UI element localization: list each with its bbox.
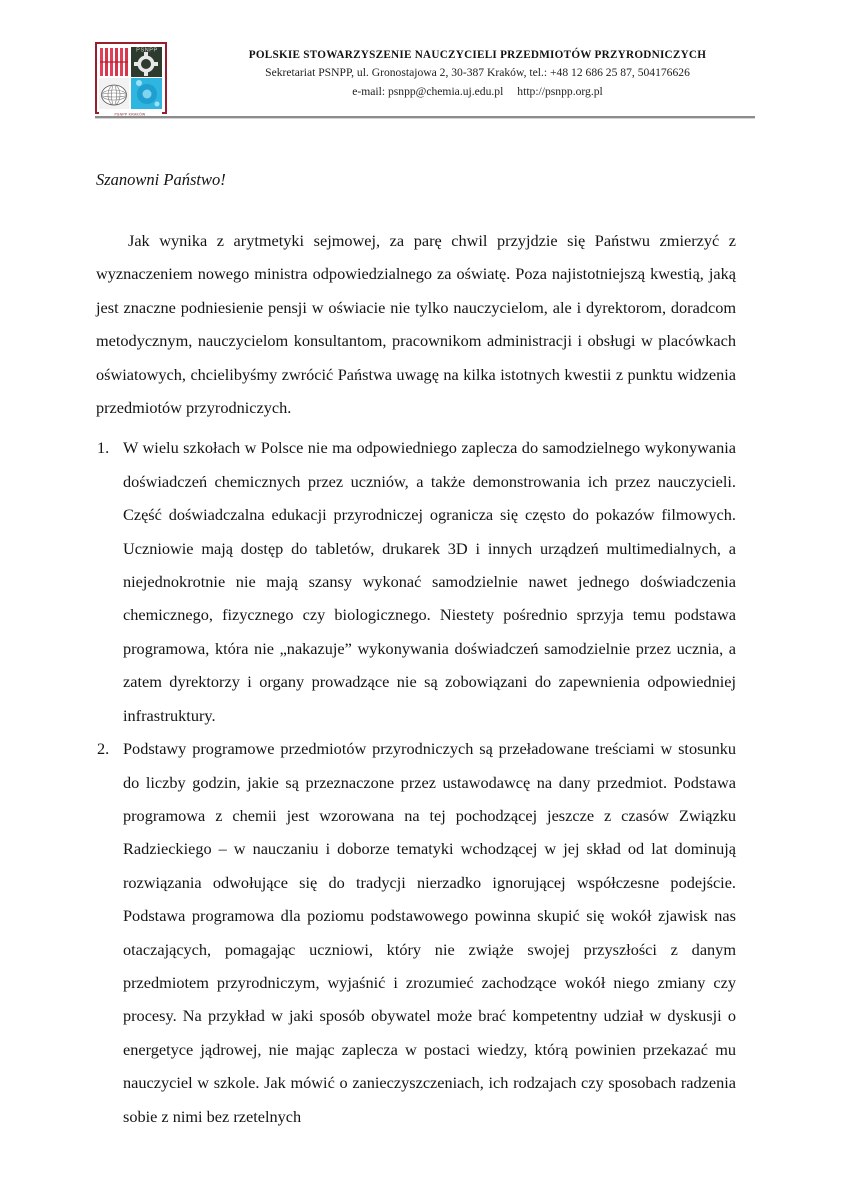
letterhead: [95, 42, 755, 120]
list-item: [96, 732, 736, 1133]
contact-line: [200, 82, 755, 101]
numbered-list: [96, 431, 736, 1133]
secretariat-address-line: Sekretariat PSNPP, ul. Gronostajowa 2, 30-387 Kraków, tel.: +48 12 686 25 87, 504176626: [265, 66, 690, 79]
letter-body: [96, 224, 736, 1133]
list-item-text: Podstawy programowe przedmiotów przyrodniczych są przeładowane treściami w stosunku do liczby godzin, jakie są przeznaczone przez ustawodawcę na dany przedmiot. Podstawa programowa z chemii jest wzorowana na tej pochodzącej jeszcze z czasów Związku Radzieckiego – w nauczaniu i doborze tematyki wchodzącej w jej skład od lat dominują rozwiązania odwołujące się do tradycji nierzadko ignorującej współczesne podejście. Podstawa programowa dla poziomu podstawowego powinna skupić się wokół zjawisk nas otaczających, pomagając uczniowi, który nie zwiąże swojej przyszłości z danym przedmiotem przyrodniczym, wyjaśnić i zrozumieć zachodzące wokół niego zmiany czy procesy. Na przykład w jaki sposób obywatel może brać kompetentny udział w dyskusji o energetyce jądrowej, nie mając zaplecza w postaci wiedzy, którą powinien przekazać mu nauczyciel w szkole. Jak mówić o zanieczyszczeniach, ich rodzajach czy sposobach radzenia sobie z nimi bez rzetelnych: [123, 739, 736, 1126]
list-item-text: W wielu szkołach w Polsce nie ma odpowiedniego zaplecza do samodzielnego wykonywania doświadczeń chemicznych przez uczniów, a także demonstrowania ich przez nauczycieli. Część doświadczalna edukacji przyrodniczej ogranicza się często do pokazów filmowych. Uczniowie mają dostęp do tabletów, drukarek 3D i innych urządzeń multimedialnych, a niejednokrotnie nie mają szansy wykonać samodzielnie nawet jednego doświadczenia chemicznego, fizycznego czy biologicznego. Niestety pośrednio sprzyja temu podstawa programowa, która nie „nakazuje” wykonywania doświadczeń samodzielnie przez ucznia, a zatem dyrektorzy i organy prowadzące nie są zobowiązani do zapewnienia odpowiedniej infrastruktury.: [123, 438, 736, 725]
svg-text:PSNPP: PSNPP: [136, 47, 158, 54]
email-text: e-mail: psnpp@chemia.uj.edu.pl: [352, 85, 504, 98]
letterhead-text-block: [200, 48, 755, 101]
psnpp-logo-icon: [95, 42, 167, 120]
header-divider: [95, 116, 755, 118]
salutation: Szanowni Państwo!: [96, 170, 226, 189]
intro-paragraph: Jak wynika z arytmetyki sejmowej, za parę chwil przyjdzie się Państwu zmierzyć z wyznaczeniem nowego ministra odpowiedzialnego za oświatę. Poza najistotniejszą kwestią, jaką jest znaczne podniesienie pensji w oświacie nie tylko nauczycielom, ale i dyrektorom, doradcom metodycznym, nauczycielom konsultantom, pracownikom administracji i obsługi w placówkach oświatowych, chcielibyśmy zwrócić Państwa uwagę na kilka istotnych kwestii z punktu widzenia przedmiotów przyrodniczych.: [96, 231, 736, 418]
organization-name: POLSKIE STOWARZYSZENIE NAUCZYCIELI PRZEDMIOTÓW PRZYRODNICZYCH: [248, 49, 707, 61]
website-text: http://psnpp.org.pl: [517, 85, 603, 98]
list-item: [96, 431, 736, 732]
svg-text:PSNPP KRAKÓW: PSNPP KRAKÓW: [114, 112, 146, 117]
